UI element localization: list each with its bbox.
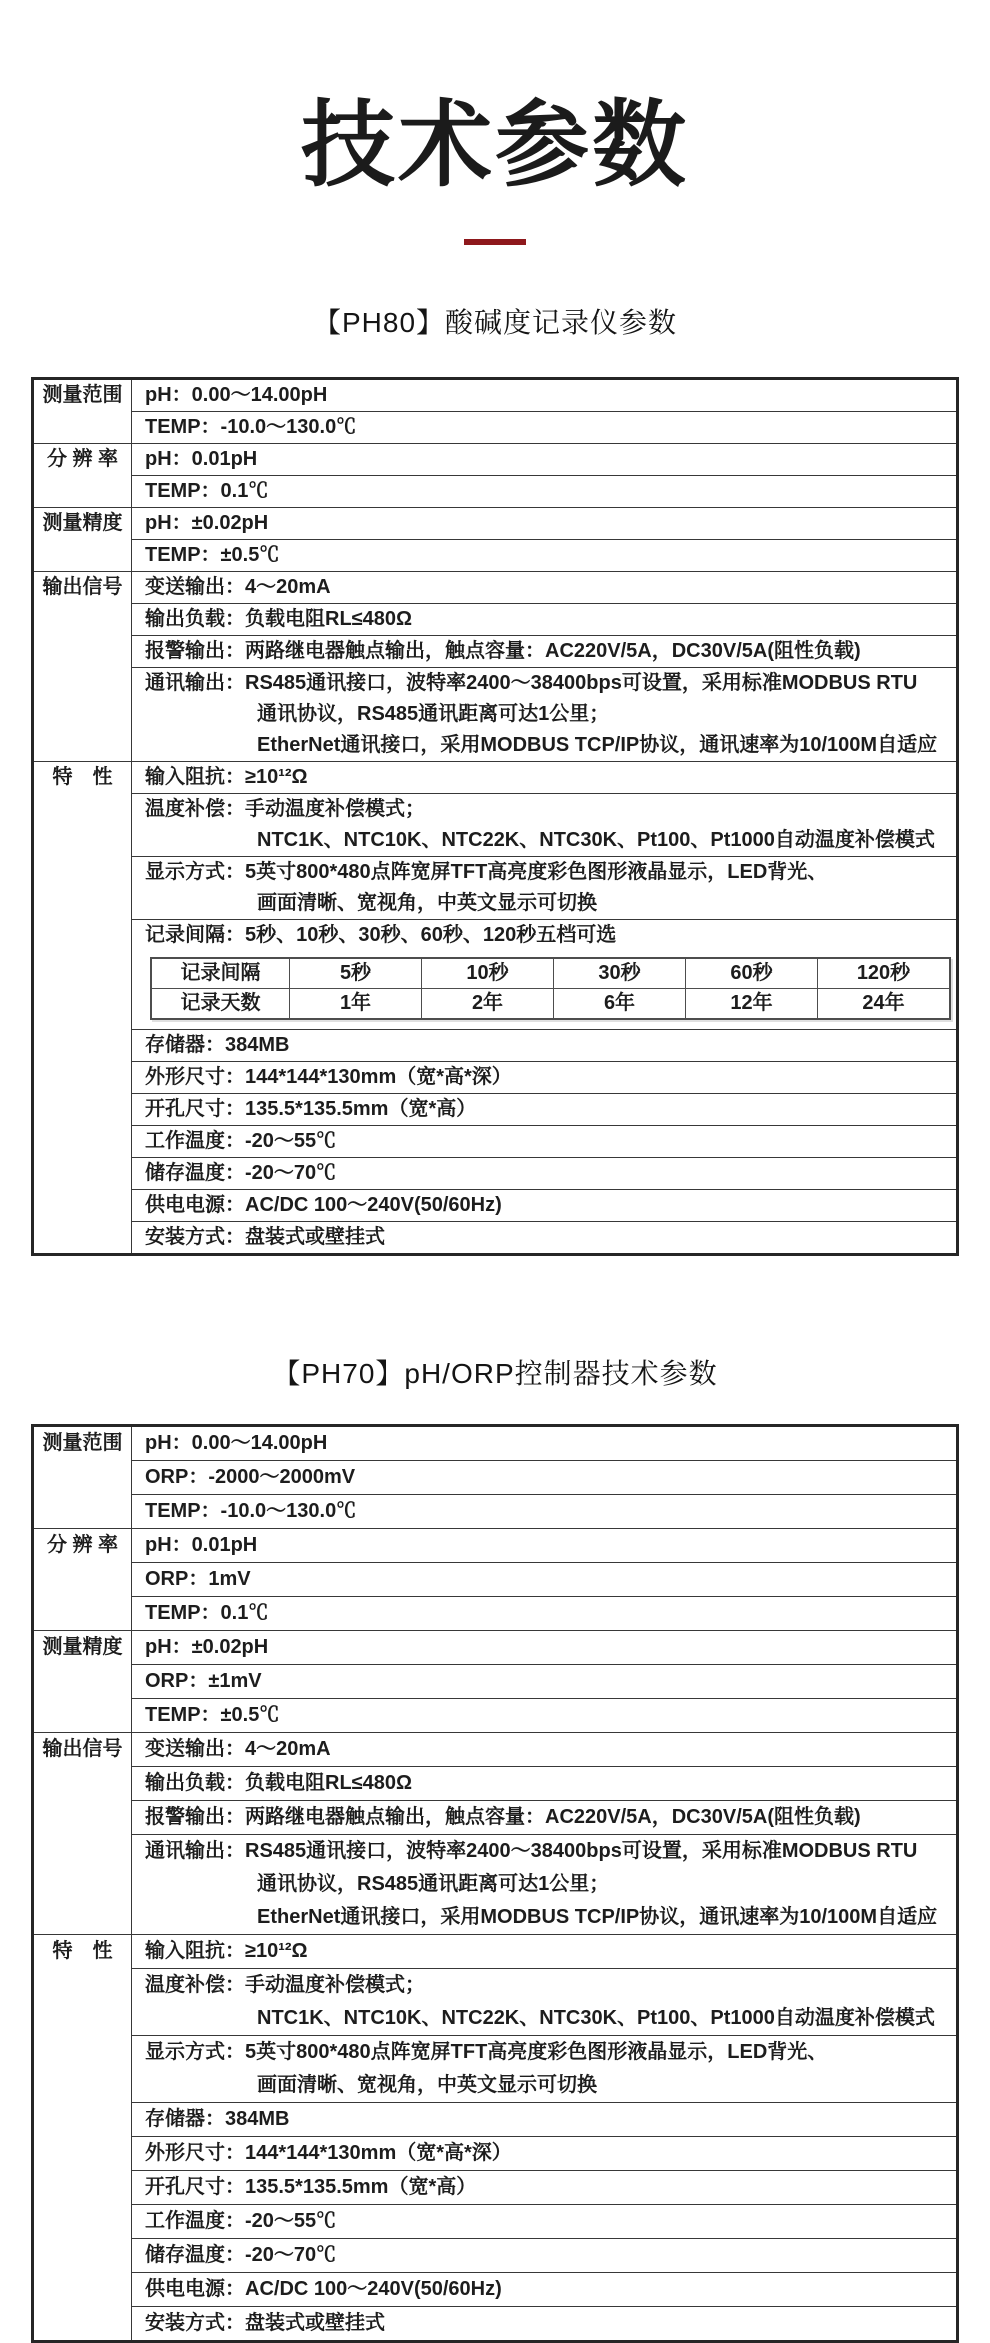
spec-cell — [132, 2205, 958, 2239]
spec-cell — [132, 1426, 958, 1461]
spec-line: pH：±0.02pH — [145, 512, 269, 534]
table-row — [33, 1426, 958, 1461]
table-row — [33, 762, 958, 794]
spec-line: pH：0.00～14.00pH — [145, 1432, 328, 1454]
table-row — [33, 476, 958, 508]
spec-group-label-text: 分 辨 率 — [46, 448, 119, 470]
spec-table — [31, 1424, 959, 2343]
spec-group-label-text: 输出信号 — [42, 576, 123, 598]
spec-line: 记录间隔：5秒、10秒、30秒、60秒、120秒五档可选 — [145, 924, 617, 946]
spec-group-label-text: 测量精度 — [42, 512, 123, 534]
spec-group-label-text: 特 性 — [52, 766, 113, 788]
spec-line: 报警输出：两路继电器触点输出，触点容量：AC220V/5A，DC30V/5A(阻性负载) — [145, 1806, 861, 1828]
table-row — [33, 2036, 958, 2103]
spec-line: 开孔尺寸：135.5*135.5mm（宽*高） — [145, 1098, 477, 1120]
record-cell: 10秒 — [422, 958, 554, 989]
spec-line: EtherNet通讯接口，采用MODBUS TCP/IP协议，通讯速率为10/100M自适应 — [257, 1906, 938, 1928]
section-heading: 【PH80】酸碱度记录仪参数 — [312, 307, 678, 338]
spec-line: 输入阻抗：≥10¹²Ω — [145, 766, 308, 788]
spec-sections — [0, 301, 990, 2343]
spec-line: 存储器：384MB — [145, 1034, 290, 1056]
spec-cell — [132, 1631, 958, 1665]
table-row — [33, 857, 958, 920]
spec-cell — [132, 476, 958, 508]
spec-group-label — [33, 379, 132, 444]
spec-cell — [132, 572, 958, 604]
spec-cell — [132, 540, 958, 572]
spec-line: TEMP：±0.5℃ — [145, 1704, 280, 1726]
spec-cell — [132, 857, 958, 920]
spec-line: TEMP：-10.0～130.0℃ — [145, 416, 357, 438]
page-title: 技术参数 — [300, 92, 689, 197]
section-heading: 【PH70】pH/ORP控制器技术参数 — [272, 1358, 718, 1389]
spec-group-label-text: 测量范围 — [42, 384, 123, 406]
title-divider — [464, 239, 526, 245]
spec-cell — [132, 1495, 958, 1529]
table-row — [33, 1190, 958, 1222]
spec-line: TEMP：-10.0～130.0℃ — [145, 1500, 357, 1522]
spec-cell — [132, 1094, 958, 1126]
spec-group-label-text: 特 性 — [52, 1940, 113, 1962]
spec-cell — [132, 2137, 958, 2171]
table-row — [33, 412, 958, 444]
spec-line: TEMP：0.1℃ — [145, 480, 269, 502]
table-row — [33, 1563, 958, 1597]
spec-cell — [132, 2171, 958, 2205]
spec-cell — [132, 1835, 958, 1935]
spec-line: 存储器：384MB — [145, 2108, 290, 2130]
spec-line: 开孔尺寸：135.5*135.5mm（宽*高） — [145, 2176, 477, 2198]
record-cell: 12年 — [686, 989, 818, 1020]
table-row — [33, 1597, 958, 1631]
table-row — [33, 2137, 958, 2171]
spec-group-label — [33, 1733, 132, 1935]
spec-line: 外形尺寸：144*144*130mm（宽*高*深） — [145, 1066, 512, 1088]
spec-cell — [132, 794, 958, 857]
spec-line: 供电电源：AC/DC 100～240V(50/60Hz) — [145, 2278, 502, 2300]
spec-group-label-text: 分 辨 率 — [46, 1534, 119, 1556]
record-row — [151, 989, 950, 1020]
table-row — [33, 540, 958, 572]
record-cell: 30秒 — [554, 958, 686, 989]
table-row — [33, 1801, 958, 1835]
spec-line: pH：0.01pH — [145, 1534, 258, 1556]
table-row — [33, 1222, 958, 1255]
table-row — [33, 1699, 958, 1733]
record-cell: 6年 — [554, 989, 686, 1020]
spec-line: 供电电源：AC/DC 100～240V(50/60Hz) — [145, 1194, 502, 1216]
table-row — [33, 668, 958, 762]
spec-line: pH：0.01pH — [145, 448, 258, 470]
table-row — [33, 444, 958, 476]
spec-line: 输出负载：负载电阻RL≤480Ω — [145, 608, 413, 630]
spec-line: TEMP：0.1℃ — [145, 1602, 269, 1624]
table-row — [33, 508, 958, 540]
spec-line: 输入阻抗：≥10¹²Ω — [145, 1940, 308, 1962]
spec-line: 输出负载：负载电阻RL≤480Ω — [145, 1772, 413, 1794]
spec-group-label-text: 输出信号 — [42, 1738, 123, 1760]
table-row — [33, 920, 958, 1030]
spec-line: 画面清晰、宽视角，中英文显示可切换 — [257, 2074, 597, 2096]
spec-line: 工作温度：-20～55℃ — [145, 2210, 337, 2232]
spec-line: 温度补偿：手动温度补偿模式； — [145, 1974, 425, 1996]
spec-line: 工作温度：-20～55℃ — [145, 1130, 337, 1152]
spec-cell — [132, 1190, 958, 1222]
spec-line: pH：0.00～14.00pH — [145, 384, 328, 406]
spec-group-label — [33, 444, 132, 508]
spec-line: 安装方式：盘装式或壁挂式 — [145, 2312, 385, 2334]
table-row — [33, 1094, 958, 1126]
spec-cell — [132, 1529, 958, 1563]
spec-cell — [132, 636, 958, 668]
spec-line: 通讯输出：RS485通讯接口，波特率2400～38400bps可设置，采用标准MODBUS RTU — [145, 672, 918, 694]
table-row — [33, 379, 958, 412]
spec-line: ORP：-2000～2000mV — [145, 1466, 356, 1488]
section — [0, 1352, 990, 2343]
spec-group-label — [33, 1935, 132, 2342]
table-row — [33, 2205, 958, 2239]
spec-cell — [132, 1969, 958, 2036]
section — [0, 301, 990, 1256]
spec-cell — [132, 2103, 958, 2137]
spec-cell — [132, 1767, 958, 1801]
table-row — [33, 1126, 958, 1158]
table-row — [33, 1529, 958, 1563]
spec-group-label — [33, 1631, 132, 1733]
record-cell: 记录间隔 — [151, 958, 290, 989]
spec-cell — [132, 1733, 958, 1767]
spec-line: 储存温度：-20～70℃ — [145, 2244, 337, 2266]
spec-cell — [132, 444, 958, 476]
spec-line: 显示方式：5英寸800*480点阵宽屏TFT高亮度彩色图形液晶显示，LED背光、 — [145, 2041, 828, 2063]
spec-group-label-text: 测量范围 — [42, 1432, 123, 1454]
table-row — [33, 636, 958, 668]
table-row — [33, 604, 958, 636]
spec-line: TEMP：±0.5℃ — [145, 544, 280, 566]
spec-group-label — [33, 762, 132, 1255]
table-row — [33, 1030, 958, 1062]
spec-line: 通讯协议，RS485通讯距离可达1公里； — [257, 703, 610, 725]
table-row — [33, 1835, 958, 1935]
spec-cell — [132, 1935, 958, 1969]
table-row — [33, 2239, 958, 2273]
spec-line: 显示方式：5英寸800*480点阵宽屏TFT高亮度彩色图形液晶显示，LED背光、 — [145, 861, 828, 883]
spec-line: EtherNet通讯接口，采用MODBUS TCP/IP协议，通讯速率为10/100M自适应 — [257, 734, 938, 756]
spec-line: 通讯输出：RS485通讯接口，波特率2400～38400bps可设置，采用标准MODBUS RTU — [145, 1840, 918, 1862]
spec-table — [31, 377, 959, 1256]
spec-cell — [132, 379, 958, 412]
table-row — [33, 1935, 958, 1969]
spec-line: 温度补偿：手动温度补偿模式； — [145, 798, 425, 820]
record-cell: 1年 — [290, 989, 422, 1020]
spec-cell — [132, 920, 958, 1030]
spec-line: 安装方式：盘装式或壁挂式 — [145, 1226, 385, 1248]
record-cell: 2年 — [422, 989, 554, 1020]
spec-cell — [132, 1563, 958, 1597]
table-row — [33, 1062, 958, 1094]
spec-cell — [132, 1222, 958, 1255]
record-cell: 5秒 — [290, 958, 422, 989]
spec-cell — [132, 1665, 958, 1699]
spec-group-label — [33, 1529, 132, 1631]
spec-line: ORP：1mV — [145, 1568, 251, 1590]
spec-group-label-text: 测量精度 — [42, 1636, 123, 1658]
spec-cell — [132, 1699, 958, 1733]
table-row — [33, 1733, 958, 1767]
spec-line: NTC1K、NTC10K、NTC22K、NTC30K、Pt100、Pt1000自动温度补偿模式 — [257, 829, 935, 851]
table-row — [33, 2103, 958, 2137]
table-row — [33, 2273, 958, 2307]
table-row — [33, 1461, 958, 1495]
spec-cell — [132, 604, 958, 636]
spec-line: 通讯协议，RS485通讯距离可达1公里； — [257, 1873, 610, 1895]
table-row — [33, 1631, 958, 1665]
spec-line: NTC1K、NTC10K、NTC22K、NTC30K、Pt100、Pt1000自动温度补偿模式 — [257, 2007, 935, 2029]
record-cell: 60秒 — [686, 958, 818, 989]
spec-cell — [132, 762, 958, 794]
table-row — [33, 1969, 958, 2036]
table-row — [33, 1767, 958, 1801]
spec-cell — [132, 412, 958, 444]
record-cell: 24年 — [818, 989, 951, 1020]
spec-line: 报警输出：两路继电器触点输出，触点容量：AC220V/5A，DC30V/5A(阻性负载) — [145, 640, 861, 662]
spec-cell — [132, 2239, 958, 2273]
spec-line: ORP：±1mV — [145, 1670, 262, 1692]
spec-line: 变送输出：4～20mA — [145, 576, 331, 598]
table-row — [33, 1665, 958, 1699]
table-row — [33, 794, 958, 857]
spec-line: pH：±0.02pH — [145, 1636, 269, 1658]
record-cell: 记录天数 — [151, 989, 290, 1020]
record-interval-table — [150, 957, 951, 1020]
spec-cell — [132, 2036, 958, 2103]
spec-line: 变送输出：4～20mA — [145, 1738, 331, 1760]
spec-cell — [132, 508, 958, 540]
spec-cell — [132, 1461, 958, 1495]
table-row — [33, 2171, 958, 2205]
spec-cell — [132, 1597, 958, 1631]
table-row — [33, 572, 958, 604]
spec-cell — [132, 1030, 958, 1062]
spec-cell — [132, 668, 958, 762]
table-row — [33, 1158, 958, 1190]
spec-cell — [132, 1062, 958, 1094]
table-row — [33, 2307, 958, 2342]
spec-cell — [132, 2307, 958, 2342]
spec-cell — [132, 2273, 958, 2307]
spec-cell — [132, 1158, 958, 1190]
spec-group-label — [33, 508, 132, 572]
table-row — [33, 1495, 958, 1529]
spec-line: 画面清晰、宽视角，中英文显示可切换 — [257, 892, 597, 914]
spec-cell — [132, 1126, 958, 1158]
spec-line: 外形尺寸：144*144*130mm（宽*高*深） — [145, 2142, 512, 2164]
spec-group-label — [33, 1426, 132, 1529]
spec-group-label — [33, 572, 132, 762]
record-cell: 120秒 — [818, 958, 951, 989]
spec-cell — [132, 1801, 958, 1835]
record-row — [151, 958, 950, 989]
spec-line: 储存温度：-20～70℃ — [145, 1162, 337, 1184]
